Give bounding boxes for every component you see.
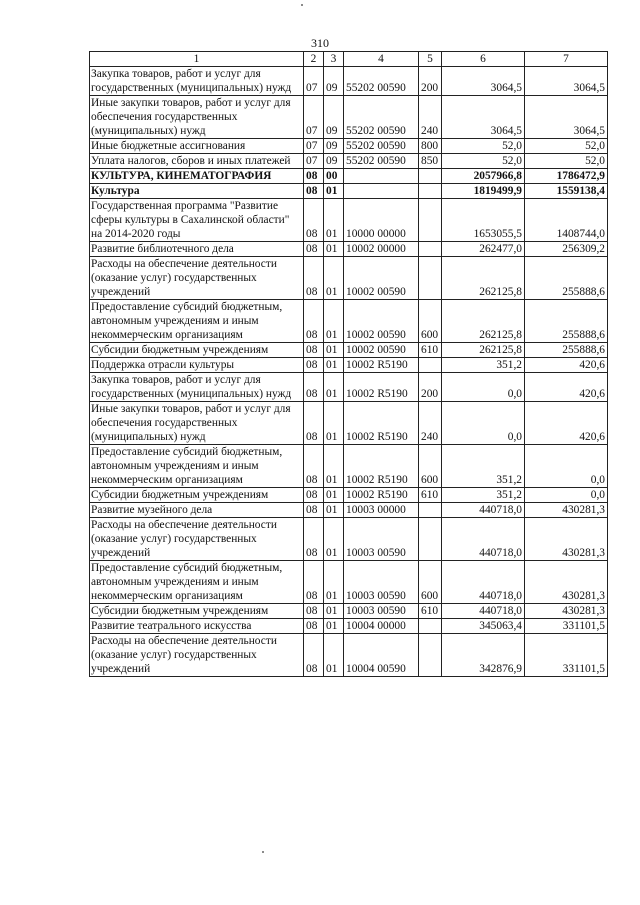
row-name-cell: Поддержка отрасли культуры — [90, 358, 304, 373]
table-row — [90, 257, 608, 300]
row-section-cell: 07 — [304, 154, 324, 169]
row-expense-type-cell — [419, 184, 442, 199]
row-target-article-cell: 10003 00590 — [344, 518, 419, 561]
row-value-col7-cell: 1408744,0 — [525, 199, 608, 242]
page-number: 310 — [311, 36, 329, 50]
row-value-col7-cell: 420,6 — [525, 373, 608, 402]
row-target-article-cell: 10002 00590 — [344, 257, 419, 300]
row-value-col6-cell: 262125,8 — [442, 257, 525, 300]
row-value-col7-cell: 331101,5 — [525, 619, 608, 634]
row-subsection-cell: 01 — [324, 503, 344, 518]
row-subsection-cell: 01 — [324, 242, 344, 257]
header-cell: 5 — [419, 52, 442, 67]
row-target-article-cell: 10004 00000 — [344, 619, 419, 634]
row-subsection-cell: 01 — [324, 199, 344, 242]
row-target-article-cell: 10002 R5190 — [344, 358, 419, 373]
row-value-col6-cell: 52,0 — [442, 154, 525, 169]
table-row — [90, 139, 608, 154]
row-section-cell: 08 — [304, 445, 324, 488]
table-row — [90, 242, 608, 257]
row-expense-type-cell — [419, 619, 442, 634]
row-section-cell: 08 — [304, 604, 324, 619]
row-expense-type-cell: 600 — [419, 561, 442, 604]
row-name-cell: Субсидии бюджетным учреждениям — [90, 343, 304, 358]
row-expense-type-cell: 240 — [419, 96, 442, 139]
row-target-article-cell: 55202 00590 — [344, 96, 419, 139]
row-value-col7-cell: 255888,6 — [525, 257, 608, 300]
row-value-col6-cell: 0,0 — [442, 373, 525, 402]
row-section-cell: 08 — [304, 184, 324, 199]
row-section-cell: 07 — [304, 139, 324, 154]
table-row — [90, 169, 608, 184]
row-subsection-cell: 09 — [324, 67, 344, 96]
row-name-cell: Субсидии бюджетным учреждениям — [90, 488, 304, 503]
row-subsection-cell: 09 — [324, 96, 344, 139]
row-subsection-cell: 00 — [324, 169, 344, 184]
row-subsection-cell: 01 — [324, 343, 344, 358]
row-target-article-cell — [344, 184, 419, 199]
row-value-col6-cell: 440718,0 — [442, 503, 525, 518]
row-section-cell: 08 — [304, 518, 324, 561]
row-value-col7-cell: 1786472,9 — [525, 169, 608, 184]
row-name-cell: Предоставление субсидий бюджетным, автономным учреждениям и иным некоммерческим организациям — [90, 300, 304, 343]
header-cell: 1 — [90, 52, 304, 67]
row-section-cell: 08 — [304, 242, 324, 257]
row-value-col7-cell: 430281,3 — [525, 561, 608, 604]
row-subsection-cell: 09 — [324, 139, 344, 154]
row-subsection-cell: 01 — [324, 619, 344, 634]
row-value-col7-cell: 3064,5 — [525, 67, 608, 96]
row-expense-type-cell — [419, 518, 442, 561]
row-value-col6-cell: 1819499,9 — [442, 184, 525, 199]
table-row — [90, 561, 608, 604]
row-expense-type-cell: 600 — [419, 445, 442, 488]
row-value-col6-cell: 1653055,5 — [442, 199, 525, 242]
row-name-cell: Расходы на обеспечение деятельности (оказание услуг) государственных учреждений — [90, 518, 304, 561]
table-row — [90, 300, 608, 343]
row-value-col6-cell: 262125,8 — [442, 343, 525, 358]
row-value-col7-cell: 1559138,4 — [525, 184, 608, 199]
row-expense-type-cell — [419, 358, 442, 373]
row-value-col6-cell: 3064,5 — [442, 67, 525, 96]
table-row — [90, 67, 608, 96]
header-cell: 2 — [304, 52, 324, 67]
row-name-cell: Предоставление субсидий бюджетным, автономным учреждениям и иным некоммерческим организациям — [90, 561, 304, 604]
row-section-cell: 07 — [304, 67, 324, 96]
table-row — [90, 184, 608, 199]
row-subsection-cell: 01 — [324, 300, 344, 343]
row-expense-type-cell: 610 — [419, 343, 442, 358]
row-target-article-cell: 10002 R5190 — [344, 402, 419, 445]
row-name-cell: КУЛЬТУРА, КИНЕМАТОГРАФИЯ — [90, 169, 304, 184]
table-row — [90, 199, 608, 242]
scan-speck — [262, 851, 264, 853]
row-name-cell: Предоставление субсидий бюджетным, автономным учреждениям и иным некоммерческим организациям — [90, 445, 304, 488]
row-target-article-cell: 10002 R5190 — [344, 373, 419, 402]
row-expense-type-cell — [419, 199, 442, 242]
row-expense-type-cell: 600 — [419, 300, 442, 343]
row-expense-type-cell — [419, 242, 442, 257]
header-cell: 3 — [324, 52, 344, 67]
table-row — [90, 343, 608, 358]
row-value-col7-cell: 255888,6 — [525, 300, 608, 343]
row-subsection-cell: 01 — [324, 358, 344, 373]
row-value-col7-cell: 0,0 — [525, 488, 608, 503]
table-row — [90, 358, 608, 373]
row-expense-type-cell: 850 — [419, 154, 442, 169]
header-cell: 4 — [344, 52, 419, 67]
row-target-article-cell: 55202 00590 — [344, 67, 419, 96]
row-target-article-cell: 10002 00590 — [344, 343, 419, 358]
row-section-cell: 08 — [304, 488, 324, 503]
row-subsection-cell: 01 — [324, 257, 344, 300]
table-row — [90, 518, 608, 561]
row-value-col6-cell: 440718,0 — [442, 604, 525, 619]
row-value-col7-cell: 256309,2 — [525, 242, 608, 257]
row-value-col6-cell: 440718,0 — [442, 561, 525, 604]
row-subsection-cell: 09 — [324, 154, 344, 169]
row-value-col6-cell: 351,2 — [442, 488, 525, 503]
scan-speck — [301, 4, 303, 6]
table-row — [90, 373, 608, 402]
row-name-cell: Закупка товаров, работ и услуг для государственных (муниципальных) нужд — [90, 67, 304, 96]
row-target-article-cell: 10002 00590 — [344, 300, 419, 343]
row-target-article-cell: 10003 00590 — [344, 561, 419, 604]
row-target-article-cell: 10002 R5190 — [344, 445, 419, 488]
table-row — [90, 154, 608, 169]
row-value-col7-cell: 430281,3 — [525, 503, 608, 518]
row-value-col7-cell: 430281,3 — [525, 604, 608, 619]
row-value-col6-cell: 351,2 — [442, 358, 525, 373]
row-name-cell: Закупка товаров, работ и услуг для государственных (муниципальных) нужд — [90, 373, 304, 402]
row-expense-type-cell: 610 — [419, 488, 442, 503]
row-subsection-cell: 01 — [324, 445, 344, 488]
row-subsection-cell: 01 — [324, 634, 344, 677]
row-subsection-cell: 01 — [324, 488, 344, 503]
budget-table — [89, 51, 608, 677]
row-section-cell: 08 — [304, 634, 324, 677]
row-expense-type-cell — [419, 503, 442, 518]
row-name-cell: Субсидии бюджетным учреждениям — [90, 604, 304, 619]
table-row — [90, 488, 608, 503]
row-section-cell: 08 — [304, 619, 324, 634]
row-value-col7-cell: 52,0 — [525, 139, 608, 154]
row-value-col6-cell: 342876,9 — [442, 634, 525, 677]
row-name-cell: Иные закупки товаров, работ и услуг для обеспечения государственных (муниципальных) нужд — [90, 96, 304, 139]
row-section-cell: 07 — [304, 96, 324, 139]
table-row — [90, 604, 608, 619]
row-value-col7-cell: 0,0 — [525, 445, 608, 488]
row-value-col7-cell: 420,6 — [525, 358, 608, 373]
row-expense-type-cell: 610 — [419, 604, 442, 619]
row-value-col7-cell: 52,0 — [525, 154, 608, 169]
header-cell: 6 — [442, 52, 525, 67]
row-expense-type-cell: 200 — [419, 67, 442, 96]
row-expense-type-cell — [419, 169, 442, 184]
row-value-col6-cell: 52,0 — [442, 139, 525, 154]
row-subsection-cell: 01 — [324, 402, 344, 445]
row-name-cell: Уплата налогов, сборов и иных платежей — [90, 154, 304, 169]
row-value-col6-cell: 3064,5 — [442, 96, 525, 139]
row-value-col6-cell: 345063,4 — [442, 619, 525, 634]
row-expense-type-cell — [419, 257, 442, 300]
row-name-cell: Иные закупки товаров, работ и услуг для обеспечения государственных (муниципальных) нужд — [90, 402, 304, 445]
row-target-article-cell: 10003 00000 — [344, 503, 419, 518]
row-subsection-cell: 01 — [324, 184, 344, 199]
row-expense-type-cell — [419, 634, 442, 677]
row-value-col6-cell: 351,2 — [442, 445, 525, 488]
row-section-cell: 08 — [304, 373, 324, 402]
row-target-article-cell: 10000 00000 — [344, 199, 419, 242]
row-name-cell: Расходы на обеспечение деятельности (оказание услуг) государственных учреждений — [90, 257, 304, 300]
row-subsection-cell: 01 — [324, 373, 344, 402]
row-section-cell: 08 — [304, 343, 324, 358]
header-cell: 7 — [525, 52, 608, 67]
row-section-cell: 08 — [304, 358, 324, 373]
row-name-cell: Иные бюджетные ассигнования — [90, 139, 304, 154]
row-section-cell: 08 — [304, 169, 324, 184]
row-value-col6-cell: 440718,0 — [442, 518, 525, 561]
row-value-col6-cell: 0,0 — [442, 402, 525, 445]
row-value-col6-cell: 2057966,8 — [442, 169, 525, 184]
table-header-row — [90, 52, 608, 67]
row-expense-type-cell: 800 — [419, 139, 442, 154]
row-target-article-cell: 10002 00000 — [344, 242, 419, 257]
row-name-cell: Культура — [90, 184, 304, 199]
row-section-cell: 08 — [304, 300, 324, 343]
row-value-col7-cell: 430281,3 — [525, 518, 608, 561]
row-target-article-cell: 10004 00590 — [344, 634, 419, 677]
row-value-col7-cell: 331101,5 — [525, 634, 608, 677]
row-subsection-cell: 01 — [324, 604, 344, 619]
row-section-cell: 08 — [304, 561, 324, 604]
table-row — [90, 402, 608, 445]
row-section-cell: 08 — [304, 503, 324, 518]
row-value-col7-cell: 3064,5 — [525, 96, 608, 139]
row-section-cell: 08 — [304, 257, 324, 300]
table-row — [90, 503, 608, 518]
row-name-cell: Развитие библиотечного дела — [90, 242, 304, 257]
row-subsection-cell: 01 — [324, 561, 344, 604]
row-subsection-cell: 01 — [324, 518, 344, 561]
row-target-article-cell: 55202 00590 — [344, 139, 419, 154]
table-row — [90, 96, 608, 139]
row-name-cell: Расходы на обеспечение деятельности (оказание услуг) государственных учреждений — [90, 634, 304, 677]
row-target-article-cell — [344, 169, 419, 184]
row-section-cell: 08 — [304, 402, 324, 445]
row-value-col6-cell: 262477,0 — [442, 242, 525, 257]
table-row — [90, 445, 608, 488]
table-row — [90, 634, 608, 677]
row-value-col7-cell: 420,6 — [525, 402, 608, 445]
row-target-article-cell: 55202 00590 — [344, 154, 419, 169]
row-name-cell: Развитие музейного дела — [90, 503, 304, 518]
row-value-col7-cell: 255888,6 — [525, 343, 608, 358]
row-expense-type-cell: 240 — [419, 402, 442, 445]
row-expense-type-cell: 200 — [419, 373, 442, 402]
row-name-cell: Государственная программа "Развитие сферы культуры в Сахалинской области" на 2014-2020 годы — [90, 199, 304, 242]
row-name-cell: Развитие театрального искусства — [90, 619, 304, 634]
row-section-cell: 08 — [304, 199, 324, 242]
row-target-article-cell: 10003 00590 — [344, 604, 419, 619]
row-target-article-cell: 10002 R5190 — [344, 488, 419, 503]
row-value-col6-cell: 262125,8 — [442, 300, 525, 343]
table-row — [90, 619, 608, 634]
